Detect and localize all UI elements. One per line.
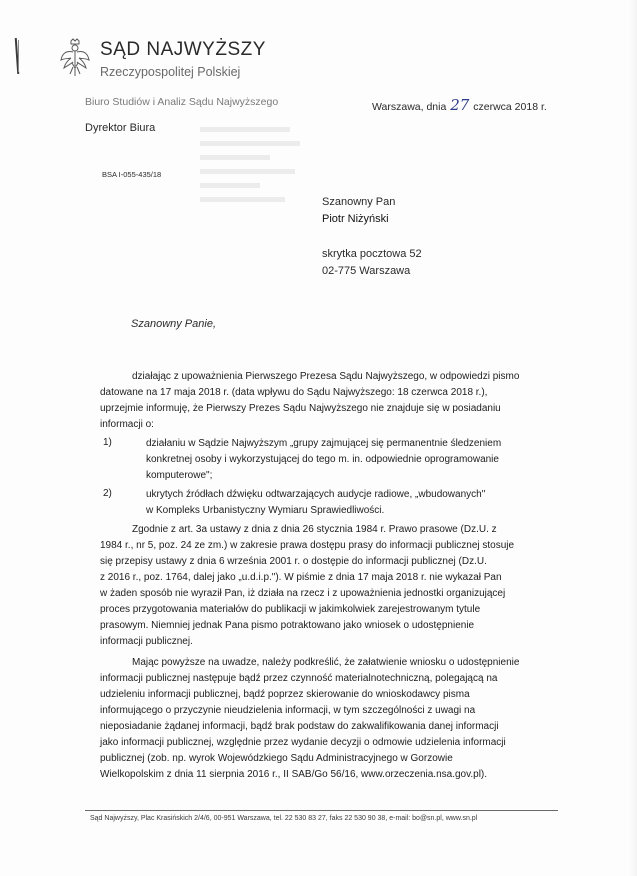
body-line: informującego o przyczynie nieudzielenia informacji, w tym szczególności z uwagi na	[100, 705, 476, 716]
list-number: 1)	[103, 437, 112, 448]
list-item-line: ukrytych źródłach dźwięku odtwarzających audycje radiowe, „wbudowanych"	[146, 489, 486, 500]
recipient-po-box: skrytka pocztowa 52	[322, 248, 422, 260]
reference-number: BSA I-055-435/18	[102, 170, 162, 179]
body-line: Wielkopolskim z dnia 11 sierpnia 2016 r., II SAB/Go 56/16, www.orzeczenia.nsa.gov.pl).	[100, 769, 488, 780]
place-date-suffix: czerwca 2018 r.	[473, 101, 547, 113]
body-line: udzieleniu informacji publicznej, bądź poprzez skierowanie do wnioskodawcy pisma	[100, 689, 470, 700]
body-line: proces przygotowania materiałów do publikacji w jakimkolwiek zarejestrowanym tytule	[100, 604, 481, 615]
body-line: z 2016 r., poz. 1764, dalej jako „u.d.i.p."). W piśmie z dnia 17 maja 2018 r. nie wykazał Pan	[100, 572, 502, 583]
body-line: informacji publicznej.	[100, 636, 193, 647]
body-line: się przepisy ustawy z dnia 6 września 2001 r. o dostępie do informacji publicznej (Dz.U.	[100, 556, 487, 567]
body-line: informacji publicznej następuje bądź przez czynność materialnotechniczną, polegającą na	[100, 673, 498, 684]
place-date-prefix: Warszawa, dnia	[372, 101, 447, 113]
body-line: Mając powyższe na uwadze, należy podkreślić, że załatwienie wniosku o udostępnienie	[132, 657, 520, 668]
list-item-line: działaniu w Sądzie Najwyższym „grupy zajmującej się permanentnie śledzeniem	[146, 438, 502, 449]
scan-edge-shadow	[629, 0, 637, 876]
salutation: Szanowny Panie,	[131, 318, 216, 330]
body-line: 1984 r., nr 5, poz. 24 ze zm.) w zakresie prawa dostępu prasy do informacji publicznej stosuje	[100, 540, 515, 551]
eagle-emblem-icon	[60, 38, 90, 78]
list-item-line: komputerowe";	[146, 470, 213, 481]
body-line: prasowym. Niemniej jednak Pana pismo potraktowano jako wniosek o udostępnienie	[100, 620, 475, 631]
list-item-line: w Kompleks Urbanistyczny Wymiaru Sprawiedliwości.	[146, 505, 385, 516]
footer-contact: Sąd Najwyższy, Plac Krasińskich 2/4/6, 00-951 Warszawa, tel. 22 530 83 27, faks 22 530 90 38, e-mail: bo@sn.pl, www.sn.pl	[90, 815, 478, 822]
show-through-text	[200, 127, 310, 227]
scan-mark-shadow	[18, 40, 19, 72]
footer-divider	[85, 810, 558, 811]
list-number: 2)	[103, 488, 112, 499]
body-line: Zgodnie z art. 3a ustawy z dnia z dnia 26 stycznia 1984 r. Prawo prasowe (Dz.U. z	[132, 524, 497, 535]
court-subtitle: Rzeczypospolitej Polskiej	[100, 65, 241, 79]
place-date	[372, 96, 547, 114]
body-line: informacji o:	[100, 419, 154, 430]
recipient-name: Piotr Niżyński	[322, 213, 389, 225]
body-line: nieposiadanie żądanej informacji, bądź brak podstaw do zakwalifikowania danej informacji	[100, 721, 499, 732]
body-line: uprzejmie informuję, że Pierwszy Prezes Sądu Najwyższego nie znajduje się w posiadaniu	[100, 403, 501, 414]
body-line: jako informacji publicznej, względnie przez wydanie decyzji o odmowie udzielenia informacji	[100, 737, 506, 748]
handwritten-day: 27	[450, 96, 470, 114]
court-name: SĄD NAJWYŻSZY	[100, 39, 266, 60]
body-line: w żaden sposób nie wyraził Pan, iż działa na rzecz i z upoważnienia jednostki organizującej	[100, 588, 506, 599]
department-name: Biuro Studiów i Analiz Sądu Najwyższego	[85, 96, 279, 108]
recipient-city: 02-775 Warszawa	[322, 265, 411, 277]
body-line: działając z upoważnienia Pierwszego Prezesa Sądu Najwyższego, w odpowiedzi pismo	[132, 371, 520, 382]
director-title: Dyrektor Biura	[85, 122, 156, 134]
recipient-greeting: Szanowny Pan	[322, 196, 396, 208]
list-item-line: konkretnej osoby i wykorzystującej do tego m. in. odpowiednie oprogramowanie	[146, 454, 499, 465]
body-line: publicznej (zob. np. wyrok Wojewódzkiego Sądu Administracyjnego w Gorzowie	[100, 753, 453, 764]
body-line: datowane na 17 maja 2018 r. (data wpływu do Sądu Najwyższego: 18 czerwca 2018 r.),	[100, 387, 488, 398]
